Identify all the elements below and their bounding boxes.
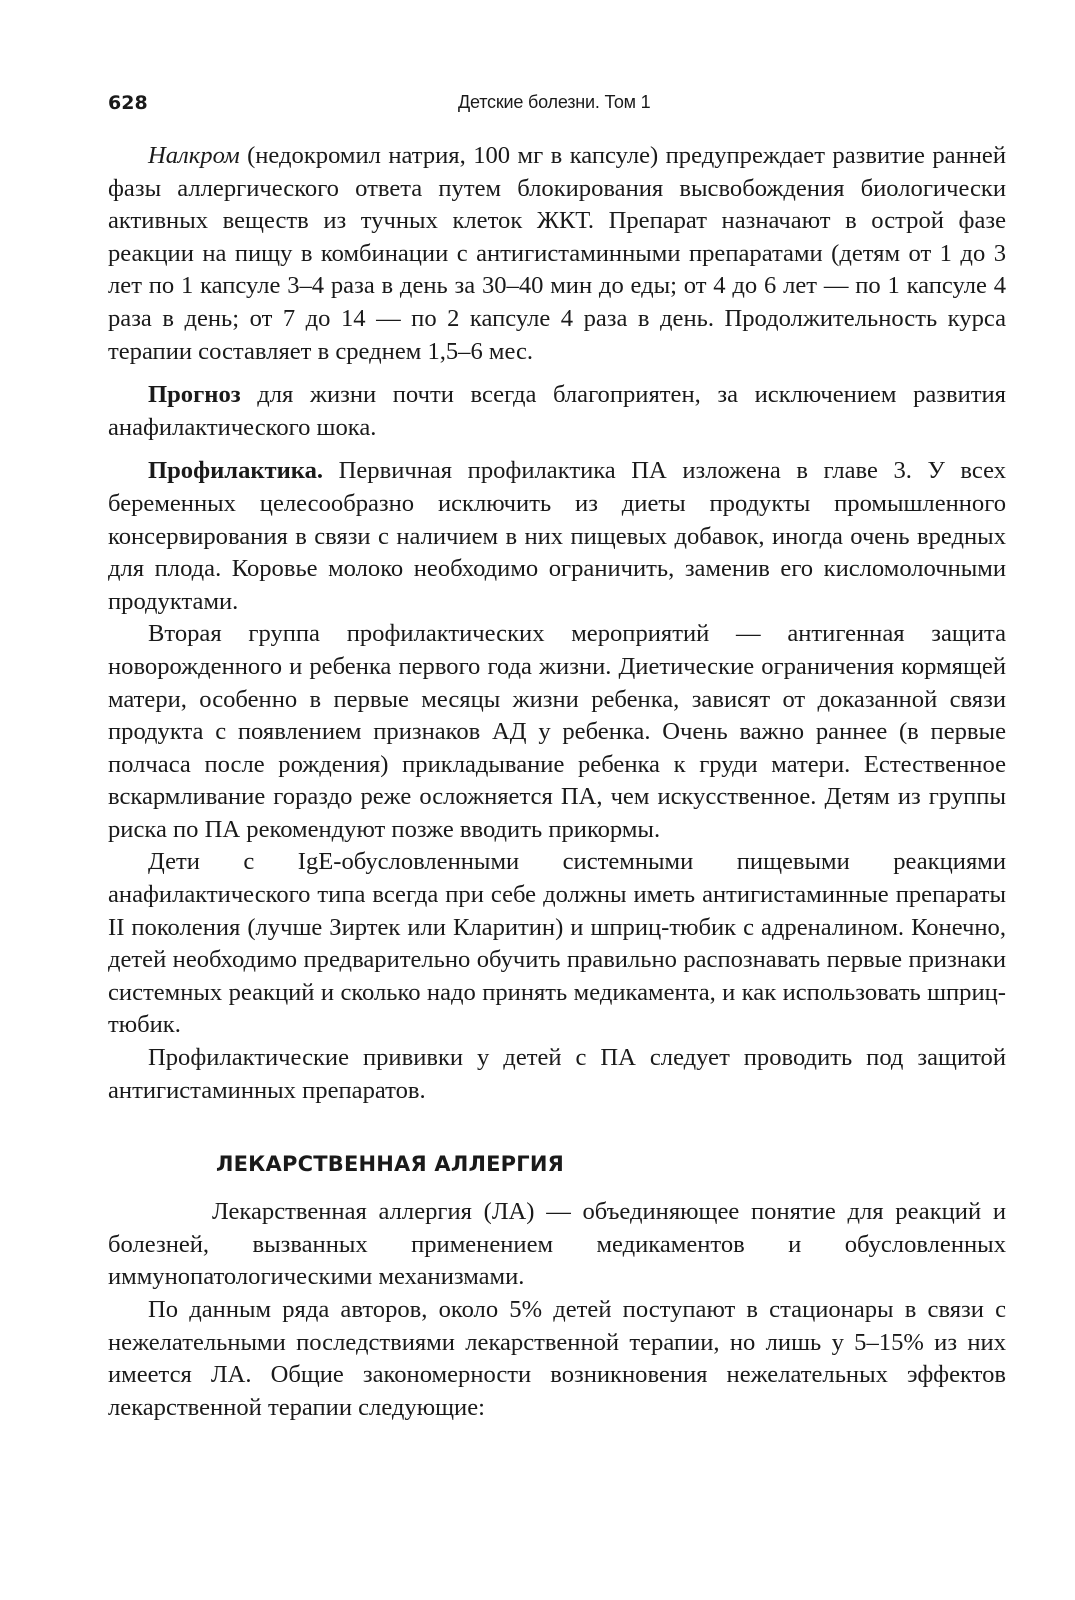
paragraph-ige-children: Дети с IgE-обусловленными системными пищевыми реакциями анафилактического типа всегда при себе должны иметь антигистаминные препараты II поколения (лучше Зиртек или Кларитин) и шприц-тюбик с адреналином. Конечно, детей необходимо предварительно обучить правильно распознавать первые признаки системных реакций и сколько надо принять медикамента, и как использовать шприц-тюбик. xyxy=(108,848,1006,1039)
page-number: 628 xyxy=(108,92,148,114)
drug-name: Налкром xyxy=(148,142,240,169)
paragraph-statistics: По данным ряда авторов, около 5% детей поступают в стационары в связи с нежелательными последствиями лекарственной терапии, но лишь у 5–15% из них имеется ЛА. Общие закономерности возникновения нежелательных эффектов лекарственной терапии следующие: xyxy=(108,1296,1006,1421)
body-text xyxy=(108,140,1006,1424)
paragraph-text: для жизни почти всегда благоприятен, за исключением развития анафилактического шока. xyxy=(108,381,1006,441)
paragraph-antigen-protection: Вторая группа профилактических мероприятий — антигенная защита новорожденного и ребенка первого года жизни. Диетические ограничения кормящей матери, особенно в первые месяцы жизни ребенка, зависят от доказанной связи продукта с появлением признаков АД у ребенка. Очень важно раннее (в первые полчаса после рождения) прикладывание ребенка к груди матери. Естественное вскармливание гораздо реже осложняется ПА, чем искусственное. Детям из группы риска по ПА рекомендуют позже вводить прикормы. xyxy=(108,620,1006,843)
paragraph-text: (недокромил натрия, 100 мг в капсуле) предупреждает развитие ранней фазы аллергического ответа путем блокирования высвобождения биологически активных веществ из тучных клеток ЖКТ. Препарат назначают в острой фазе реакции на пищу в комбинации с антигистаминными препаратами (детям от 1 до 3 лет по 1 капсуле 3–4 раза в день за 30–40 мин до еды; от 4 до 6 лет — по 1 капсуле 4 раза в день; от 7 до 14 — по 2 капсуле 4 раза в день. Продолжительность курса терапии составляет в среднем 1,5–6 мес. xyxy=(108,142,1006,365)
running-head xyxy=(108,92,1008,116)
paragraph-drug-allergy-definition: Лекарственная аллергия (ЛА) — объединяющее понятие для реакций и болезней, вызванных применением медикаментов и обусловленных иммунопатологическими механизмами. xyxy=(108,1198,1006,1291)
paragraph-prevention xyxy=(108,455,1006,618)
lead-term: Прогноз xyxy=(148,381,241,409)
paragraph-vaccination: Профилактические прививки у детей с ПА следует проводить под защитой антигистаминных препаратов. xyxy=(108,1044,1006,1104)
lead-term: Профилактика. xyxy=(148,457,324,485)
running-title: Детские болезни. Том 1 xyxy=(458,92,651,112)
paragraph-prognosis xyxy=(108,379,1006,444)
section-heading: ЛЕКАРСТВЕННАЯ АЛЛЕРГИЯ xyxy=(216,1152,564,1177)
paragraph-nalcrom xyxy=(108,140,1006,368)
paragraph-text: Первичная профилактика ПА изложена в главе 3. У всех беременных целесообразно исключить из диеты продукты промышленного консервирования в связи с наличием в них пищевых добавок, иногда очень вредных для плода. Коровье молоко необходимо ограничить, заменив его кисломолочными продуктами. xyxy=(108,457,1006,615)
